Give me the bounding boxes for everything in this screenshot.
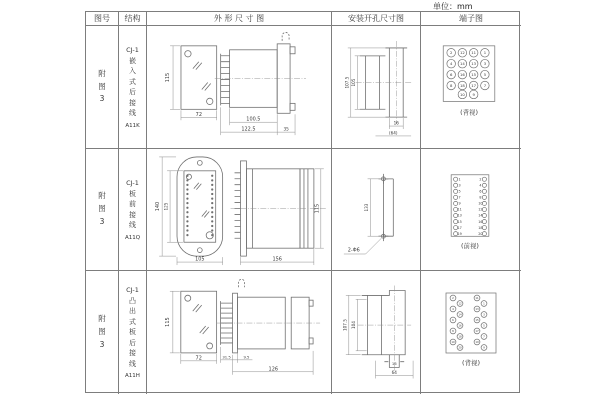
structure-cell — [119, 271, 147, 394]
mounting-drawing-a11h — [332, 271, 420, 394]
structure-info — [125, 46, 139, 129]
dim-height: 115 — [165, 72, 172, 83]
svg-text:7: 7 — [483, 83, 487, 88]
mounting-drawing-a11q — [332, 149, 420, 270]
svg-text:16: 16 — [478, 219, 483, 224]
svg-text:11: 11 — [475, 297, 479, 300]
terminal-cell — [421, 26, 521, 149]
svg-text:18: 18 — [478, 225, 483, 230]
svg-text:10: 10 — [451, 341, 455, 344]
dim-v-outer: 107.5 — [344, 76, 350, 89]
hole-note: 2-Φ6 — [347, 247, 360, 254]
unit-label: 单位：mm — [433, 2, 473, 11]
svg-text:10: 10 — [478, 201, 483, 206]
dim-flange: 35 — [283, 126, 289, 132]
svg-text:5: 5 — [458, 189, 461, 194]
svg-text:8: 8 — [479, 195, 482, 200]
outline-cell — [147, 26, 332, 149]
header-figure-no: 图号 — [86, 12, 119, 26]
structure-info — [125, 179, 140, 241]
svg-text:16: 16 — [459, 72, 465, 77]
svg-text:1: 1 — [483, 51, 487, 56]
header-terminal: 端子图 — [421, 12, 521, 26]
svg-text:5: 5 — [483, 72, 487, 77]
terminal-caption: (前视) — [461, 242, 479, 251]
dim-depth: 156 — [272, 256, 282, 263]
svg-text:17: 17 — [475, 330, 479, 333]
figure-no: 附图3 — [98, 68, 106, 104]
structure-desc: 凸出式板后接线 — [129, 296, 136, 368]
terminal-caption: (背视) — [461, 359, 481, 367]
svg-text:9: 9 — [458, 201, 461, 206]
model-label: CJ-1 — [126, 45, 139, 54]
spec-table — [85, 11, 520, 393]
svg-text:4: 4 — [452, 308, 454, 311]
svg-text:20: 20 — [478, 231, 483, 236]
outline-cell — [147, 271, 332, 394]
dim-h-small: 16 — [391, 362, 397, 367]
dim-v-inner: 105 — [351, 78, 357, 87]
svg-text:14: 14 — [458, 313, 462, 317]
structure-cell — [119, 149, 147, 271]
svg-text:12: 12 — [458, 302, 462, 306]
svg-text:12: 12 — [478, 207, 483, 212]
svg-text:20: 20 — [458, 346, 462, 350]
terminal-diagram-a11q — [421, 149, 521, 270]
svg-text:2: 2 — [452, 297, 454, 300]
figure-no-cell — [86, 26, 119, 149]
figure-no: 附图3 — [98, 191, 106, 226]
svg-text:4: 4 — [479, 183, 482, 188]
dim-h-inner: 125 — [163, 202, 169, 211]
svg-text:8: 8 — [449, 83, 453, 88]
terminal-cell — [421, 149, 521, 271]
outline-drawing-a11h — [147, 271, 331, 394]
structure-code: A11Q — [124, 234, 141, 241]
outline-cell — [147, 149, 332, 271]
svg-text:3: 3 — [483, 313, 485, 317]
svg-text:13: 13 — [471, 62, 477, 67]
header-outline: 外 形 尺 寸 图 — [147, 12, 332, 26]
mounting-cell — [332, 271, 421, 394]
dim-total: 122.5 — [241, 126, 256, 133]
svg-text:19: 19 — [475, 341, 479, 344]
dim-v-inner: 104 — [351, 321, 357, 330]
svg-text:6: 6 — [452, 319, 454, 322]
svg-text:6: 6 — [449, 72, 453, 77]
structure-code: A11H — [125, 373, 140, 380]
dim-total: 126 — [268, 366, 279, 373]
svg-text:19: 19 — [457, 231, 462, 236]
svg-text:1: 1 — [483, 302, 485, 306]
terminal-cell — [421, 271, 521, 394]
terminal-diagram-a11k — [421, 26, 521, 148]
svg-text:15: 15 — [475, 319, 479, 322]
dim-h-large: 64 — [391, 370, 397, 376]
dim-v-outer: 107.5 — [342, 319, 348, 332]
structure-cell — [119, 26, 147, 149]
svg-text:2: 2 — [449, 51, 453, 56]
svg-text:8: 8 — [452, 330, 454, 333]
svg-text:4: 4 — [449, 62, 453, 67]
structure-code: A11K — [125, 122, 140, 129]
svg-text:17: 17 — [457, 225, 462, 230]
dim-width: 105 — [195, 256, 205, 263]
svg-text:9: 9 — [483, 346, 485, 350]
svg-text:1: 1 — [458, 177, 461, 182]
mounting-drawing-a11k — [332, 26, 420, 148]
svg-text:18: 18 — [459, 83, 465, 88]
model-label: CJ-1 — [126, 285, 139, 294]
dim-width: 72 — [195, 355, 202, 362]
svg-text:3: 3 — [483, 62, 487, 67]
terminal-caption: (背视) — [460, 108, 478, 117]
svg-text:13: 13 — [475, 308, 479, 311]
header-structure: 结构 — [119, 12, 147, 26]
dim-h-small: 16 — [393, 120, 399, 126]
figure-no: 附图3 — [98, 314, 106, 349]
svg-text:15: 15 — [457, 219, 462, 224]
structure-desc: 板前接线 — [129, 189, 136, 229]
dim-hole-spacing: 133 — [364, 203, 370, 212]
svg-text:7: 7 — [458, 195, 461, 200]
svg-text:5: 5 — [483, 324, 485, 328]
dim-h-outer: 140 — [155, 201, 162, 212]
mounting-cell — [332, 149, 421, 271]
svg-text:2: 2 — [479, 177, 482, 182]
structure-info — [125, 286, 140, 380]
dim-height: 115 — [164, 317, 171, 327]
svg-text:15: 15 — [471, 72, 477, 77]
dim-side-height: 115 — [314, 203, 321, 214]
svg-text:6: 6 — [479, 189, 482, 194]
svg-text:14: 14 — [478, 213, 483, 218]
svg-text:16: 16 — [458, 324, 462, 328]
header-mounting: 安装开孔尺寸图 — [332, 12, 421, 26]
structure-desc: 嵌入式后接线 — [129, 56, 136, 117]
dim-body: 100.5 — [246, 116, 261, 123]
svg-text:18: 18 — [458, 335, 462, 339]
dim-pin: 31.5 — [222, 355, 231, 360]
outline-drawing-a11q — [147, 149, 331, 270]
svg-text:10: 10 — [459, 92, 465, 97]
dim-h-large: (64) — [389, 130, 398, 136]
svg-text:13: 13 — [457, 213, 462, 218]
svg-text:9: 9 — [472, 92, 475, 97]
figure-no-cell — [86, 149, 119, 271]
dim-offset: 9.5 — [243, 355, 250, 360]
outline-drawing-a11k — [147, 26, 331, 148]
figure-no-cell — [86, 271, 119, 394]
svg-text:7: 7 — [483, 335, 485, 339]
svg-text:17: 17 — [471, 83, 477, 88]
mounting-cell — [332, 26, 421, 149]
svg-text:14: 14 — [459, 62, 465, 67]
dim-width: 72 — [195, 111, 202, 118]
svg-text:11: 11 — [471, 51, 477, 56]
svg-text:3: 3 — [458, 183, 461, 188]
svg-text:12: 12 — [459, 51, 465, 56]
terminal-diagram-a11h — [421, 271, 521, 394]
model-label: CJ-1 — [126, 178, 139, 187]
svg-text:11: 11 — [457, 207, 462, 212]
